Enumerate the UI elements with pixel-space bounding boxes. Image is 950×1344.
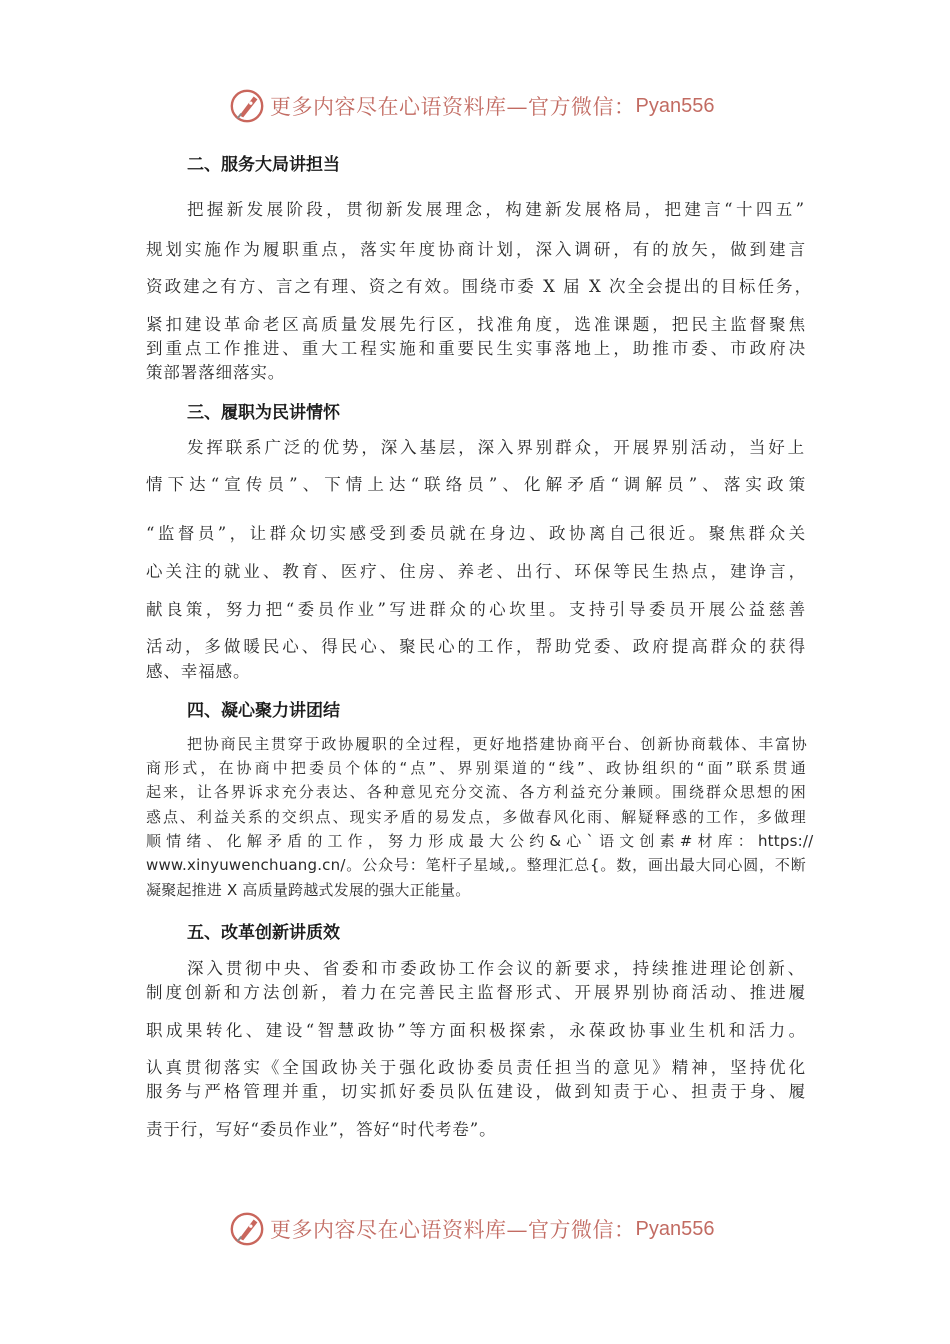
paragraph-line: 起来，让各界诉求充分表达、各种意见充分交流、各方利益充分兼顾。围绕群众思想的困 — [146, 783, 806, 801]
section-heading: 三、履职为民讲情怀 — [187, 403, 340, 423]
paragraph-line: 把协商民主贯穿于政协履职的全过程，更好地搭建协商平台、创新协商载体、丰富协 — [187, 735, 807, 753]
top-banner — [228, 86, 714, 126]
paragraph-line: 服务与严格管理并重，切实抓好委员队伍建设，做到知责于心、担责于身、履 — [146, 1082, 806, 1101]
paragraph-line: 制度创新和方法创新，着力在完善民主监督形式、开展界别协商活动、推进履 — [146, 983, 806, 1002]
banner-wechat-id: Pyan556 — [635, 1217, 715, 1240]
section-heading: 二、服务大局讲担当 — [187, 155, 340, 175]
paragraph-line: 凝聚起推进 X 高质量跨越式发展的强大正能量。 — [146, 881, 471, 899]
paragraph-line: 顺 情 绪 、 化 解 矛 盾 的 工 作 ， 努 力 形 成 最 大 公 约 & 心 ` 语 文 创 素 # 材 库 ： https:// — [146, 832, 814, 850]
banner-text: 更多内容尽在心语资料库—官方微信： — [270, 1218, 636, 1242]
paragraph-line: 职成果转化、建设“智慧政协”等方面积极探索，永葆政协事业生机和活力。 — [146, 1021, 806, 1040]
pen-nib-circle-icon — [228, 1210, 266, 1248]
bottom-banner — [228, 1209, 714, 1249]
paragraph-line: 把握新发展阶段，贯彻新发展理念，构建新发展格局，把建言“十四五” — [187, 200, 805, 219]
section-heading: 四、凝心聚力讲团结 — [187, 701, 340, 721]
paragraph-line: 发挥联系广泛的优势，深入基层，深入界别群众，开展界别活动，当好上 — [187, 438, 805, 457]
paragraph-line: 感、幸福感。 — [146, 662, 251, 681]
paragraph-line: 商形式，在协商中把委员个体的“点”、界别渠道的“线”、政协组织的“面”联系贯通 — [146, 759, 806, 777]
paragraph-line: 责于行，写好“委员作业”，答好“时代考卷”。 — [146, 1120, 497, 1139]
paragraph-line: 献良策，努力把“委员作业”写进群众的心坎里。支持引导委员开展公益慈善 — [146, 600, 806, 619]
section-heading: 五、改革创新讲质效 — [187, 923, 340, 943]
paragraph-line: 情下达“宣传员”、下情上达“联络员”、化解矛盾“调解员”、落实政策 — [146, 475, 806, 494]
paragraph-line: 策部署落细落实。 — [146, 363, 286, 382]
paragraph-line: 心关注的就业、教育、医疗、住房、养老、出行、环保等民生热点，建诤言， — [146, 562, 806, 581]
paragraph-line: www.xinyuwenchuang.cn/。公众号：笔杆子星域,。整理汇总{。数，画出最大同心圆，不断 — [146, 856, 806, 874]
pen-nib-circle-icon — [228, 87, 266, 125]
paragraph-line: 规划实施作为履职重点，落实年度协商计划，深入调研，有的放矢，做到建言 — [146, 240, 806, 259]
paragraph-line: 活动，多做暖民心、得民心、聚民心的工作，帮助党委、政府提高群众的获得 — [146, 637, 806, 656]
paragraph-line: 深入贯彻中央、省委和市委政协工作会议的新要求，持续推进理论创新、 — [187, 959, 805, 978]
banner-text: 更多内容尽在心语资料库—官方微信： — [270, 95, 636, 119]
paragraph-line: “监督员”，让群众切实感受到委员就在身边、政协离自己很近。聚焦群众关 — [146, 524, 806, 543]
paragraph-line: 资政建之有方、言之有理、资之有效。围绕市委 X 届 X 次全会提出的目标任务， — [146, 277, 812, 296]
paragraph-line: 紧扣建设革命老区高质量发展先行区，找准角度，选准课题，把民主监督聚焦 — [146, 315, 806, 334]
banner-wechat-id: Pyan556 — [635, 94, 715, 117]
paragraph-line: 到重点工作推进、重大工程实施和重要民生实事落地上，助推市委、市政府决 — [146, 339, 806, 358]
paragraph-line: 惑点、利益关系的交织点、现实矛盾的易发点，多做春风化雨、解疑释惑的工作，多做理 — [146, 808, 806, 826]
paragraph-line: 认真贯彻落实《全国政协关于强化政协委员责任担当的意见》精神，坚持优化 — [146, 1058, 806, 1077]
